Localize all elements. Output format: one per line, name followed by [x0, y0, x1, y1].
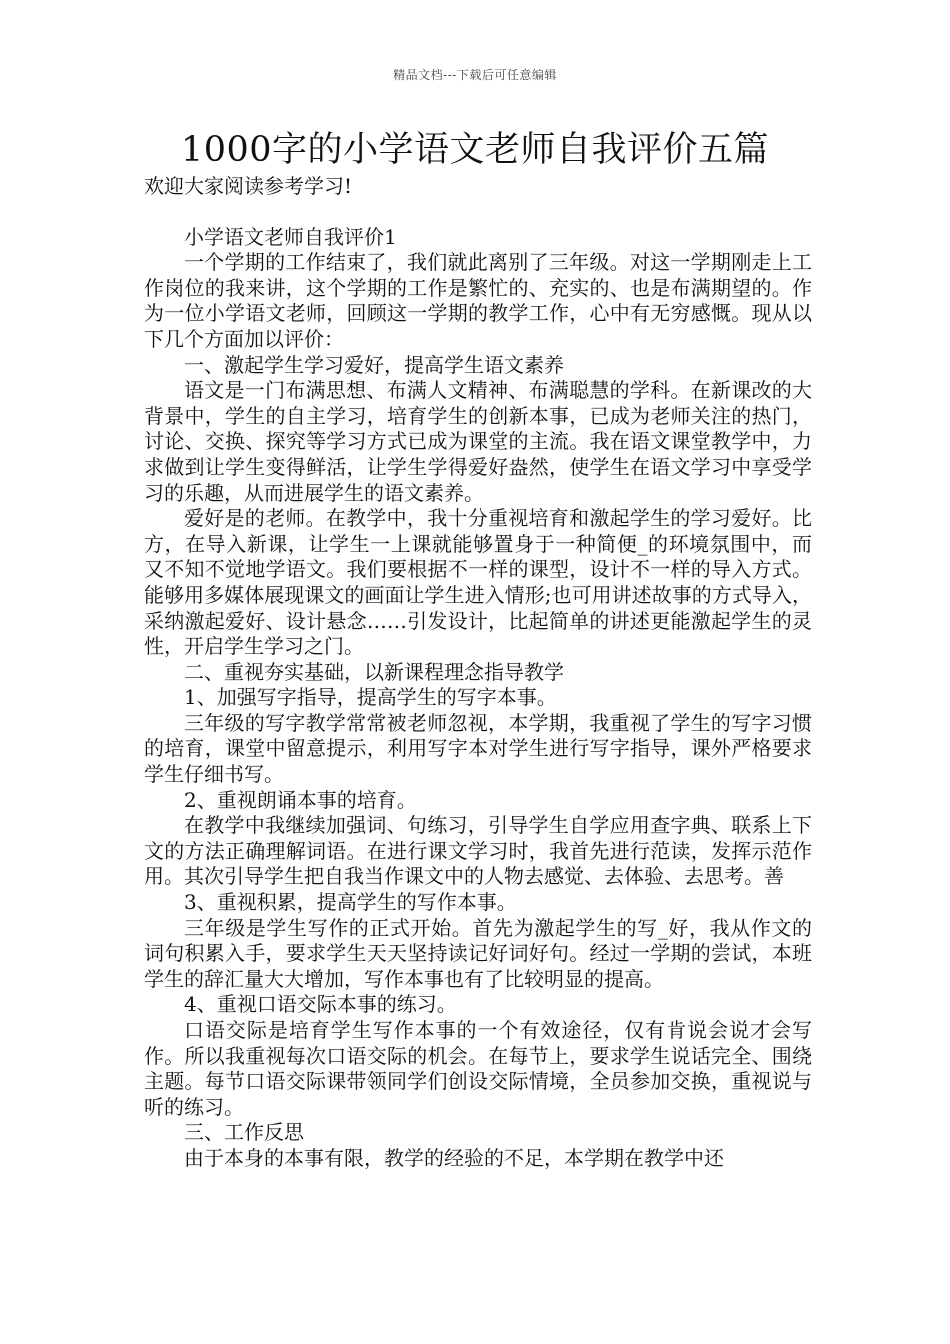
subsection-heading: 2、重视朗诵本事的培育。 — [184, 787, 417, 812]
subsection-heading: 3、重视积累，提高学生的写作本事。 — [184, 890, 517, 915]
document-title: 1000字的小学语文老师自我评价五篇 — [180, 130, 770, 170]
document-body — [144, 174, 812, 1172]
section-heading: 二、重视夯实基础，以新课程理念指导教学 — [184, 659, 564, 684]
page-header: 精品文档---下载后可任意编辑 — [393, 68, 557, 82]
paragraph: 语文是一门布满思想、布满人文精神、布满聪慧的学科。在新课改的大背景中，学生的自主学习，培育学生的创新本事，已成为老师关注的热门，讨论、交换、探究等学习方式已成为课堂的主流。我在语文课堂教学中，力求做到让学生变得鲜活，让学生学得爱好盎然，使学生在语文学习中享受学习的乐趣，从而进展学生的语文素养。 — [144, 378, 812, 505]
paragraph: 三年级是学生写作的正式开始。首先为激起学生的写_好，我从作文的词句积累入手，要求学生天天坚持读记好词好句。经过一学期的尝试，本班学生的辞汇量大大增加，写作本事也有了比较明显的提高。 — [144, 915, 812, 991]
paragraph: 三年级的写字教学常常被老师忽视，本学期，我重视了学生的写字习惯的培育，课堂中留意提示，利用写字本对学生进行写字指导，课外严格要求学生仔细书写。 — [144, 710, 812, 787]
paragraph: 由于本身的本事有限，教学的经验的不足，本学期在教学中还 — [184, 1145, 724, 1170]
paragraph: 在教学中我继续加强词、句练习，引导学生自学应用查字典、联系上下文的方法正确理解词语。在进行课文学习时，我首先进行范读，发挥示范作用。其次引导学生把自我当作课文中的人物去感觉、去体验、去思考。善 — [144, 813, 812, 889]
section-title: 小学语文老师自我评价1 — [184, 224, 397, 249]
paragraph: 一个学期的工作结束了，我们就此离别了三年级。对这一学期刚走上工作岗位的我来讲，这个学期的工作是繁忙的、充实的、也是布满期望的。作为一位小学语文老师，回顾这一学期的教学工作，心中有无穷感慨。现从以下几个方面加以评价： — [144, 250, 812, 351]
subsection-heading: 1、加强写字指导，提高学生的写字本事。 — [184, 685, 557, 710]
intro-text: 欢迎大家阅读参考学习! — [144, 174, 353, 198]
section-heading: 一、激起学生学习爱好，提高学生语文素养 — [184, 352, 564, 377]
section-heading: 三、工作反思 — [184, 1120, 304, 1145]
subsection-heading: 4、重视口语交际本事的练习。 — [184, 992, 457, 1017]
paragraph: 口语交际是培育学生写作本事的一个有效途径，仅有肯说会说才会写作。所以我重视每次口语交际的机会。在每节上，要求学生说话完全、围绕主题。每节口语交际课带领同学们创设交际情境，全员参加交换，重视说与听的练习。 — [144, 1018, 812, 1119]
paragraph: 爱好是的老师。在教学中，我十分重视培育和激起学生的学习爱好。比方，在导入新课，让学生一上课就能够置身于一种简便_的环境氛围中，而又不知不觉地学语文。我们要根据不一样的课型，设计不一样的导入方式。能够用多媒体展现课文的画面让学生进入情形;也可用讲述故事的方式导入，采纳激起爱好、设计悬念……引发设计，比起简单的讲述更能激起学生的灵性，开启学生学习之门。 — [144, 506, 812, 659]
